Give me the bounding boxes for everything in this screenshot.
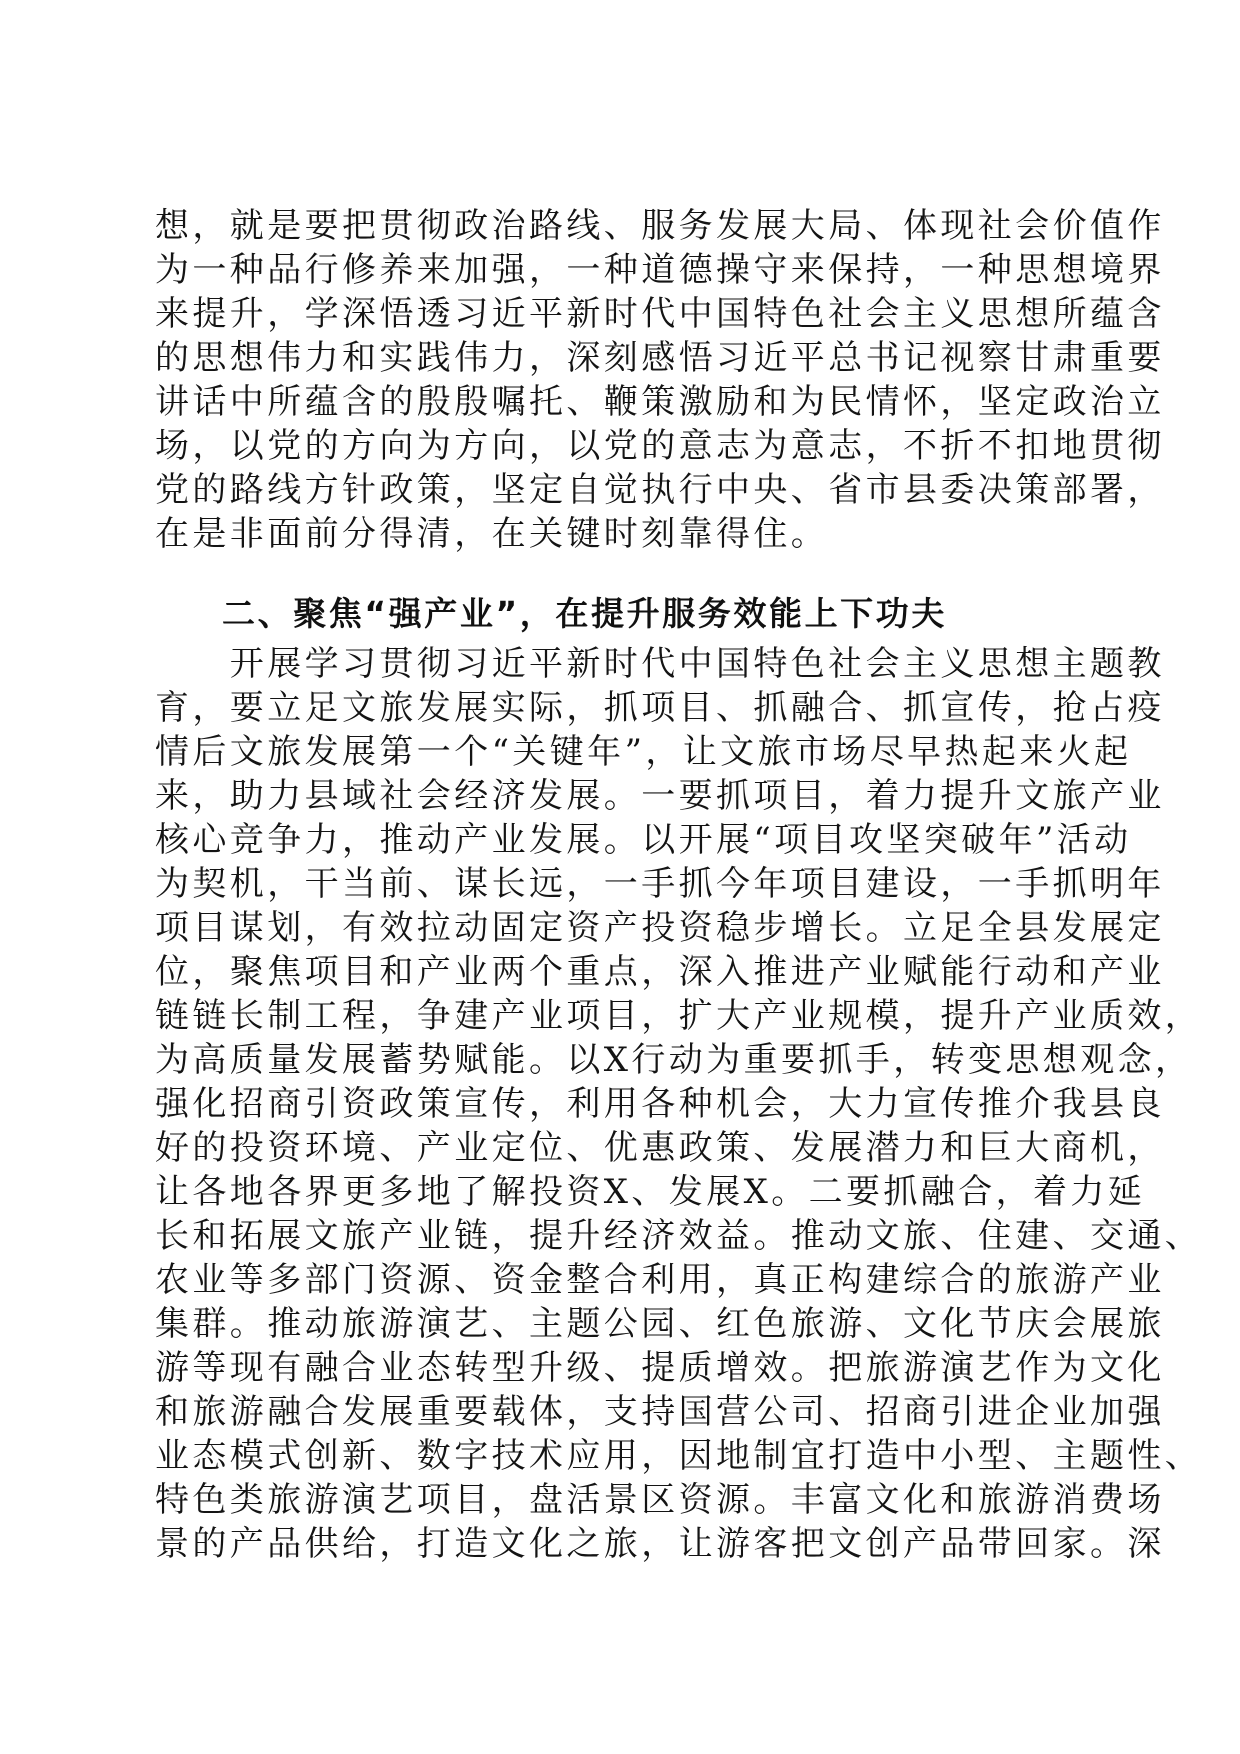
text-line: 景的产品供给，打造文化之旅，让游客把文创产品带回家。深 [155, 1524, 1165, 1564]
text-line: 党的路线方针政策，坚定自觉执行中央、省市县委决策部署， [155, 470, 1165, 510]
text-line: 特色类旅游演艺项目，盘活景区资源。丰富文化和旅游消费场 [155, 1480, 1165, 1520]
text-line: 讲话中所蕴含的殷殷嘱托、鞭策激励和为民情怀，坚定政治立 [155, 382, 1165, 422]
text-line: 的思想伟力和实践伟力，深刻感悟习近平总书记视察甘肃重要 [155, 338, 1165, 378]
text-line: 育，要立足文旅发展实际，抓项目、抓融合、抓宣传，抢占疫 [155, 688, 1165, 728]
text-line: 游等现有融合业态转型升级、提质增效。把旅游演艺作为文化 [155, 1348, 1165, 1388]
text-line: 集群。推动旅游演艺、主题公园、红色旅游、文化节庆会展旅 [155, 1304, 1165, 1344]
text-line: 开展学习贯彻习近平新时代中国特色社会主义思想主题教 [155, 644, 1165, 684]
text-line: 场，以党的方向为方向，以党的意志为意志，不折不扣地贯彻 [155, 426, 1165, 466]
text-line: 来，助力县域社会经济发展。一要抓项目，着力提升文旅产业 [155, 776, 1165, 816]
text-line: 好的投资环境、产业定位、优惠政策、发展潜力和巨大商机， [155, 1128, 1165, 1168]
text-line: 业态模式创新、数字技术应用，因地制宜打造中小型、主题性、 [155, 1436, 1203, 1476]
text-line: 位，聚焦项目和产业两个重点，深入推进产业赋能行动和产业 [155, 952, 1165, 992]
text-line: 让各地各界更多地了解投资X、发展X。二要抓融合，着力延 [155, 1172, 1146, 1212]
paragraph-continuation [155, 204, 1165, 556]
text-line: 长和拓展文旅产业链，提升经济效益。推动文旅、住建、交通、 [155, 1216, 1203, 1256]
text-line: 链链长制工程，争建产业项目，扩大产业规模，提升产业质效， [155, 996, 1203, 1036]
text-line: 农业等多部门资源、资金整合利用，真正构建综合的旅游产业 [155, 1260, 1165, 1300]
text-line: 强化招商引资政策宣传，利用各种机会，大力宣传推介我县良 [155, 1084, 1165, 1124]
text-line: 和旅游融合发展重要载体，支持国营公司、招商引进企业加强 [155, 1392, 1165, 1432]
text-line: 想，就是要把贯彻政治路线、服务发展大局、体现社会价值作 [155, 206, 1165, 246]
text-line: 为一种品行修养来加强，一种道德操守来保持，一种思想境界 [155, 250, 1165, 290]
section-heading: 二、聚焦“强产业”，在提升服务效能上下功夫 [222, 594, 947, 633]
paragraph-body [155, 642, 1203, 1566]
text-line: 在是非面前分得清，在关键时刻靠得住。 [155, 514, 829, 554]
text-line: 情后文旅发展第一个“关键年”，让文旅市场尽早热起来火起 [155, 732, 1132, 772]
text-line: 来提升，学深悟透习近平新时代中国特色社会主义思想所蕴含 [155, 294, 1165, 334]
text-line: 为高质量发展蓄势赋能。以X行动为重要抓手，转变思想观念， [155, 1040, 1193, 1080]
text-line: 为契机，干当前、谋长远，一手抓今年项目建设，一手抓明年 [155, 864, 1165, 904]
text-line: 核心竞争力，推动产业发展。以开展“项目攻坚突破年”活动 [155, 820, 1132, 860]
text-line: 项目谋划，有效拉动固定资产投资稳步增长。立足全县发展定 [155, 908, 1165, 948]
